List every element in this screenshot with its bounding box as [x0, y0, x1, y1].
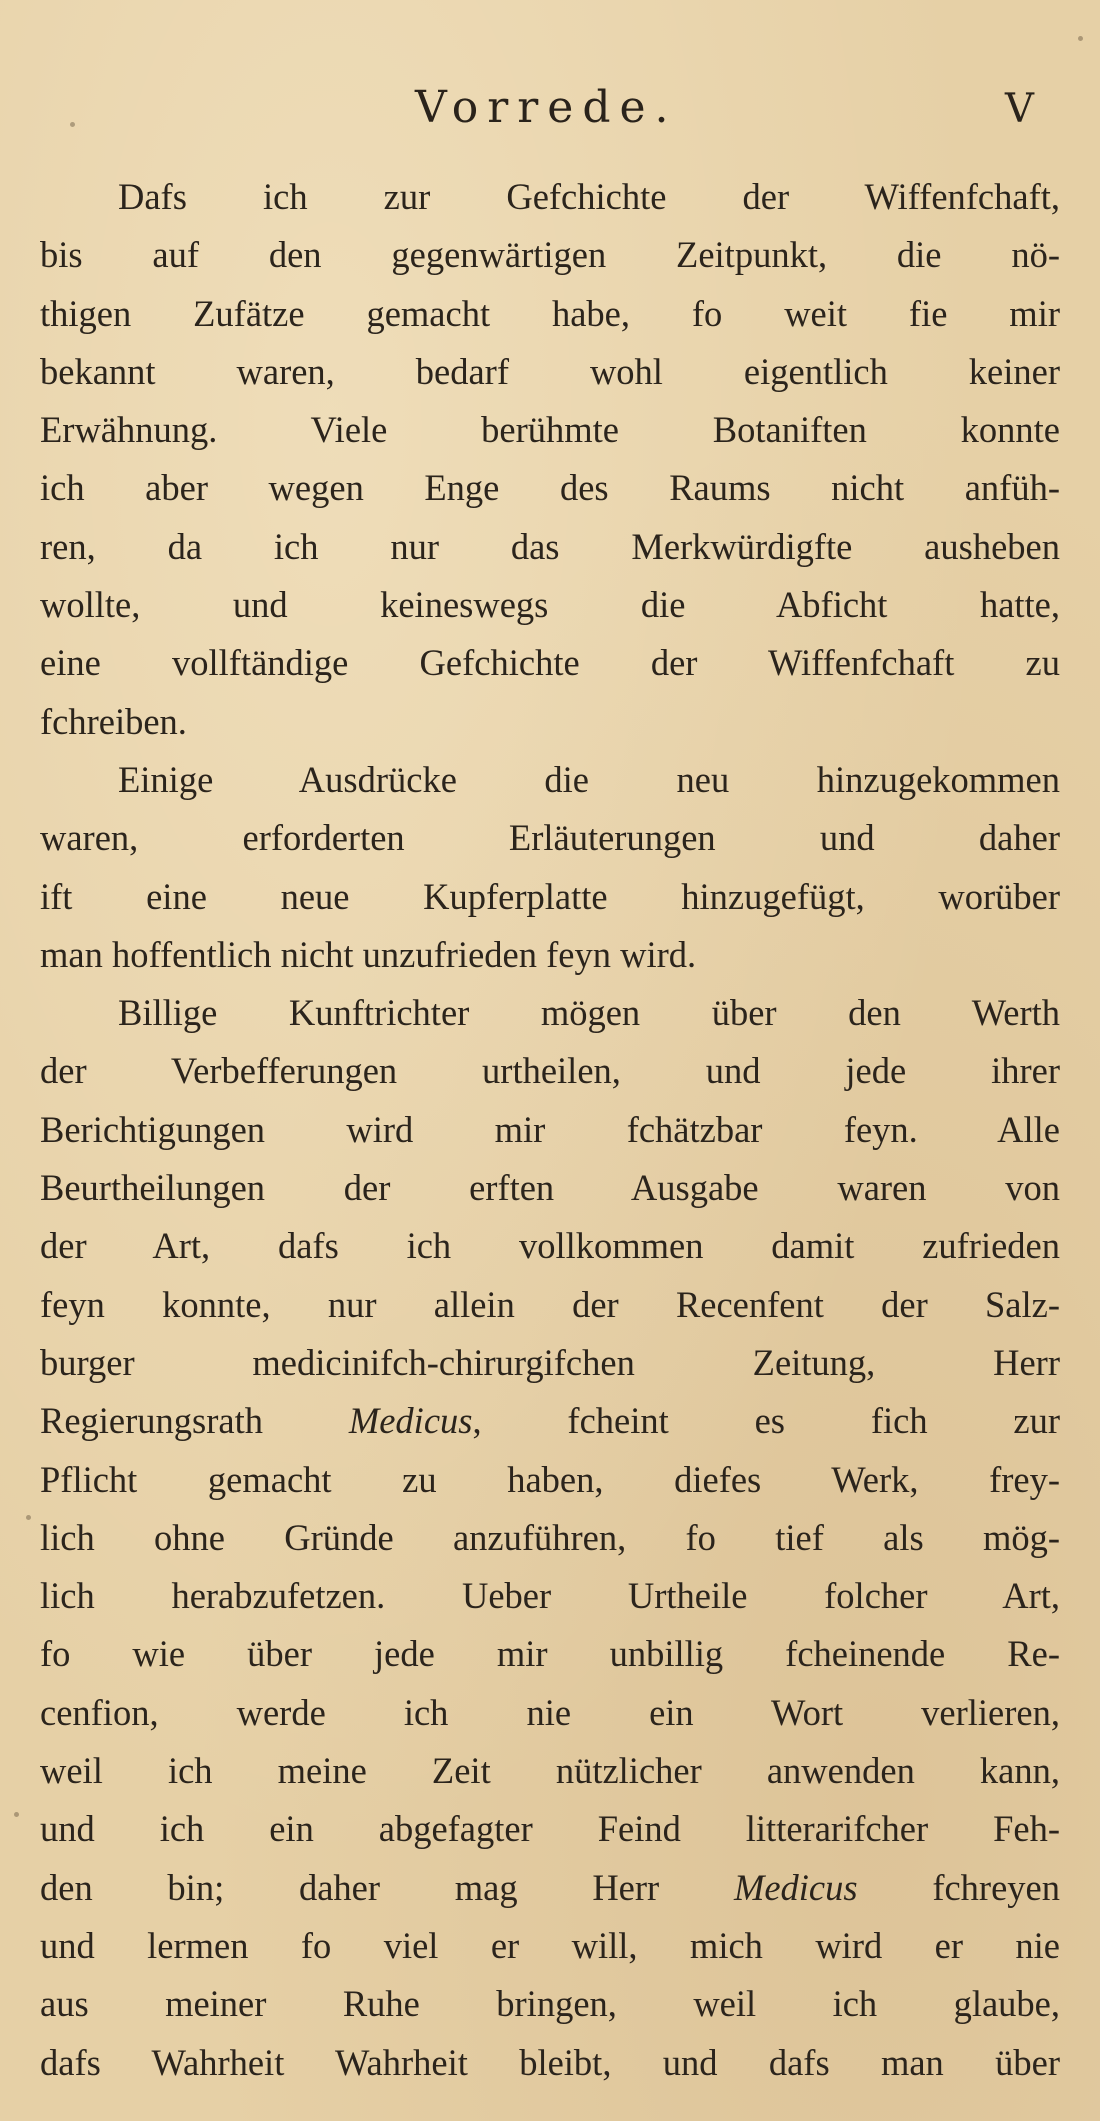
text-line: und ich ein abgefagter Feind litterarifcher Feh- — [40, 1808, 1060, 1850]
italic-name: Medicus — [348, 1400, 473, 1442]
text-line: bis auf den gegenwärtigen Zeitpunkt, die nö- — [40, 234, 1060, 276]
text-line: Erwähnung. Viele berühmte Botaniften konnte — [40, 409, 1060, 451]
page-header — [0, 82, 1100, 142]
text-line: dafs Wahrheit Wahrheit bleibt, und dafs man über — [40, 2041, 1060, 2083]
text-line: Beurtheilungen der erften Ausgabe waren von — [40, 1167, 1060, 1209]
text-line: burger medicinifch-chirurgifchen Zeitung, Herr — [40, 1341, 1060, 1383]
text-line: ift eine neue Kupferplatte hinzugefügt, worüber — [40, 875, 1060, 917]
text-line: Pflicht gemacht zu haben, diefes Werk, frey- — [40, 1458, 1060, 1500]
text-line: waren, erforderten Erläuterungen und daher — [40, 817, 1060, 859]
text-line: und lermen fo viel er will, mich wird er nie — [40, 1924, 1060, 1966]
text-line: man hoffentlich nicht unzufrieden feyn wird. — [40, 933, 697, 975]
paper-speck — [26, 1515, 31, 1520]
text-line: Dafs ich zur Gefchichte der Wiffenfchaft, — [118, 176, 1060, 217]
text-line: Einige Ausdrücke die neu hinzugekommen — [118, 758, 1060, 800]
text-segment: den bin; daher mag Herr — [40, 1866, 734, 1908]
text-line — [40, 1859, 1060, 1917]
page-number: V — [1005, 86, 1034, 132]
text-line: aus meiner Ruhe bringen, weil ich glaube, — [40, 1983, 1060, 2025]
text-line: der Verbefferungen urtheilen, und jede ihrer — [40, 1050, 1060, 1092]
text-line: Billige Kunftrichter mögen über den Werth — [118, 992, 1060, 1034]
paper-speck — [1078, 36, 1083, 41]
text-line: bekannt waren, bedarf wohl eigentlich keiner — [40, 350, 1060, 392]
text-line: der Art, dafs ich vollkommen damit zufrieden — [40, 1225, 1060, 1267]
text-line: Berichtigungen wird mir fchätzbar feyn. Alle — [40, 1108, 1060, 1150]
body-text — [40, 168, 1060, 2092]
text-line: lich ohne Gründe anzuführen, fo tief als mög- — [40, 1516, 1060, 1558]
text-line: fo wie über jede mir unbillig fcheinende Re- — [40, 1633, 1060, 1675]
text-segment: Regierungsrath — [40, 1400, 349, 1442]
text-line: thigen Zufätze gemacht habe, fo weit fie mir — [40, 292, 1060, 334]
text-line: wollte, und keineswegs die Abficht hatte, — [40, 584, 1060, 626]
text-line — [40, 1392, 1060, 1450]
text-line: lich herabzufetzen. Ueber Urtheile folcher Art, — [40, 1575, 1060, 1617]
paper-speck — [14, 1812, 19, 1817]
text-line: fchreiben. — [40, 700, 187, 742]
paper-speck — [70, 122, 75, 127]
text-line: ren, da ich nur das Merkwürdigfte ausheben — [40, 525, 1060, 567]
text-line: ich aber wegen Enge des Raums nicht anfüh- — [40, 467, 1060, 509]
running-head: Vorrede. — [415, 82, 678, 133]
text-segment: , fcheint es fich zur — [472, 1400, 1060, 1442]
text-segment: fchreyen — [857, 1866, 1060, 1908]
text-line: cenfion, werde ich nie ein Wort verlieren, — [40, 1691, 1060, 1733]
text-line: feyn konnte, nur allein der Recenfent der Salz- — [40, 1283, 1060, 1325]
text-line: weil ich meine Zeit nützlicher anwenden kann, — [40, 1750, 1060, 1792]
italic-name: Medicus — [733, 1866, 858, 1908]
text-line: eine vollftändige Gefchichte der Wiffenfchaft zu — [40, 642, 1060, 684]
